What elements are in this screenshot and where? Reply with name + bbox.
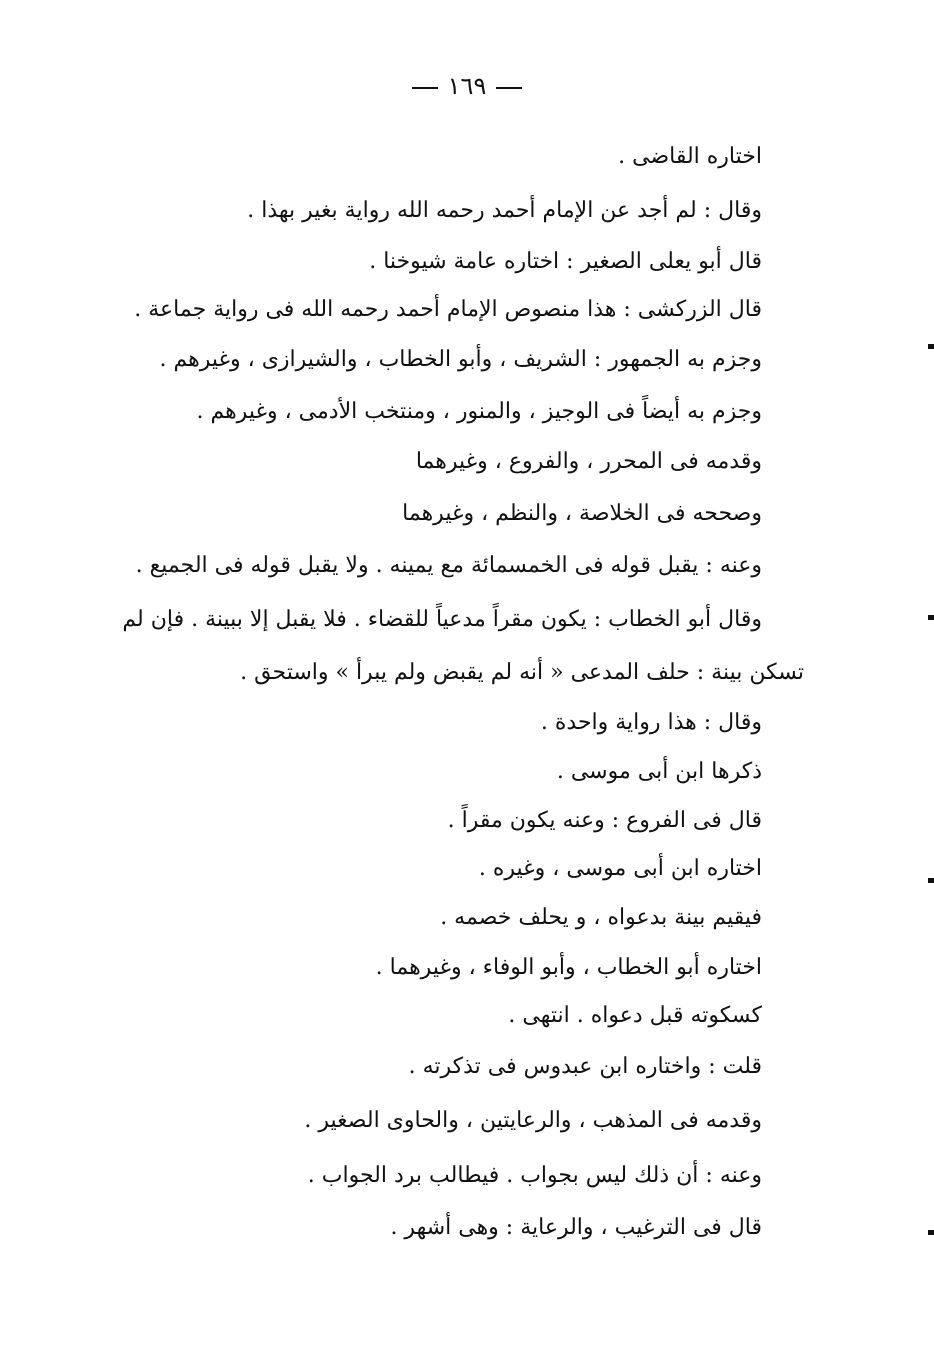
text-line: ذكرها ابن أبى موسى . xyxy=(556,759,762,784)
margin-mark xyxy=(928,615,934,620)
page-number: ١٦٩ xyxy=(447,72,487,100)
text-line: قلت : واختاره ابن عبدوس فى تذكرته . xyxy=(408,1054,762,1079)
text-line: قال فى الفروع : وعنه يكون مقراً . xyxy=(447,808,762,833)
text-line: كسكوته قبل دعواه . انتهى . xyxy=(508,1003,762,1028)
text-line: اختاره القاضى . xyxy=(618,144,762,169)
margin-mark xyxy=(928,878,934,883)
text-line: قال فى الترغيب ، والرعاية : وهى أشهر . xyxy=(390,1215,762,1240)
text-line: قال أبو يعلى الصغير : اختاره عامة شيوخنا . xyxy=(369,249,762,274)
page-number-header xyxy=(0,72,934,100)
right-dash xyxy=(412,87,438,89)
margin-mark xyxy=(928,1230,934,1235)
text-line: وعنه : أن ذلك ليس بجواب . فيطالب برد الجواب . xyxy=(307,1163,762,1188)
text-line: اختاره أبو الخطاب ، وأبو الوفاء ، وغيرهما . xyxy=(375,955,762,980)
text-line: اختاره ابن أبى موسى ، وغيره . xyxy=(478,856,762,881)
left-dash xyxy=(496,87,522,89)
text-line: وقدمه فى المذهب ، والرعايتين ، والحاوى الصغير . xyxy=(304,1108,762,1133)
text-line: تسكن بينة : حلف المدعى « أنه لم يقبض ولم يبرأ » واستحق . xyxy=(240,660,804,685)
margin-mark xyxy=(928,344,934,349)
text-line: وجزم به الجمهور : الشريف ، وأبو الخطاب ، والشيرازى ، وغيرهم . xyxy=(159,347,762,372)
text-line: وجزم به أيضاً فى الوجيز ، والمنور ، ومنتخب الأدمى ، وغيرهم . xyxy=(196,399,762,424)
text-line: وقال : هذا رواية واحدة . xyxy=(540,710,762,735)
text-line: وقال أبو الخطاب : يكون مقراً مدعياً للقضاء . فلا يقبل إلا ببينة . فإن لم xyxy=(122,607,762,632)
text-line: فيقيم بينة بدعواه ، و يحلف خصمه . xyxy=(440,905,762,930)
text-line: وعنه : يقبل قوله فى الخمسمائة مع يمينه . ولا يقبل قوله فى الجميع . xyxy=(135,553,762,578)
text-line: وصححه فى الخلاصة ، والنظم ، وغيرهما xyxy=(402,501,762,526)
text-line: وقدمه فى المحرر ، والفروع ، وغيرهما xyxy=(415,449,762,474)
text-line: قال الزركشى : هذا منصوص الإمام أحمد رحمه الله فى رواية جماعة . xyxy=(134,297,762,322)
text-line: وقال : لم أجد عن الإمام أحمد رحمه الله رواية بغير بهذا . xyxy=(247,198,762,223)
